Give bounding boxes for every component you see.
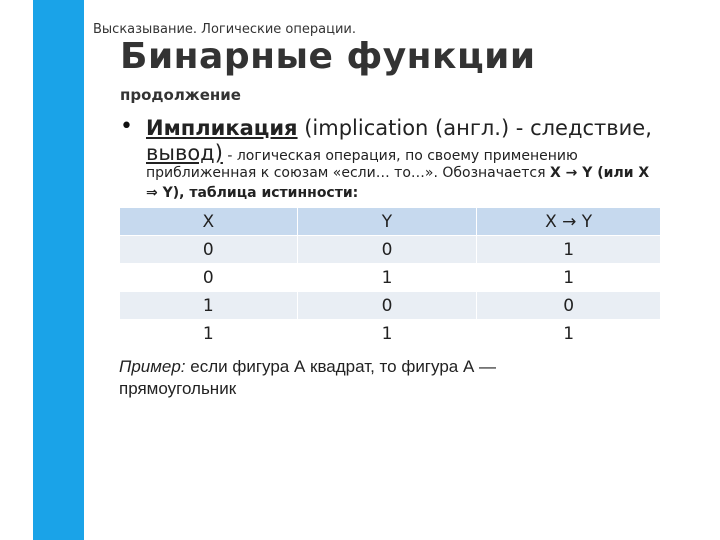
truth-table (119, 207, 661, 348)
table-cell: 1 (120, 320, 298, 348)
bullet-line2-big: вывод) (146, 141, 223, 165)
table-cell: 0 (297, 292, 477, 320)
table-cell: 1 (297, 264, 477, 292)
bullet-icon: • (120, 114, 133, 139)
table-header: X (120, 208, 298, 236)
table-row (120, 264, 661, 292)
bullet-line3-end: (или X (592, 165, 650, 181)
table-row (120, 292, 661, 320)
table-header: X → Y (477, 208, 661, 236)
bullet-line2-small: - логическая операция, по своему применению (222, 148, 578, 164)
bullet-line4-end: ), таблица истинности: (172, 185, 359, 201)
table-cell: 0 (120, 236, 298, 264)
table-cell: 1 (477, 236, 661, 264)
table-header-row (120, 208, 661, 236)
bullet-line-1 (146, 116, 652, 140)
table-cell: 0 (477, 292, 661, 320)
page-title: Бинарные функции (120, 36, 536, 77)
table-cell: 0 (297, 236, 477, 264)
example-body: если фигура А квадрат, то фигура А — прямоугольник (119, 357, 497, 398)
bullet-line1-rest: (implication (англ.) - следствие, (297, 116, 652, 140)
bullet-line-2 (146, 141, 578, 165)
table-cell: 1 (477, 320, 661, 348)
table-cell: 1 (297, 320, 477, 348)
page-subtitle: продолжение (120, 86, 241, 104)
left-accent-bar (33, 0, 84, 540)
breadcrumb: Высказывание. Логические операции. (93, 22, 356, 37)
table-cell: 0 (120, 264, 298, 292)
table-row (120, 320, 661, 348)
table-cell: 1 (477, 264, 661, 292)
bullet-line-3 (146, 165, 649, 181)
bullet-line4-symbol: ⇒ Y (146, 185, 173, 201)
bullet-line3-symbol: X → Y (549, 165, 593, 181)
bullet-line-4 (146, 185, 358, 201)
bullet-term: Импликация (146, 116, 298, 140)
example-label: Пример: (119, 357, 186, 376)
example-text (119, 356, 589, 400)
table-cell: 1 (120, 292, 298, 320)
table-header: Y (297, 208, 477, 236)
table-row (120, 236, 661, 264)
bullet-line3-text: приближенная к союзам «если… то…». Обозначается (146, 165, 550, 181)
